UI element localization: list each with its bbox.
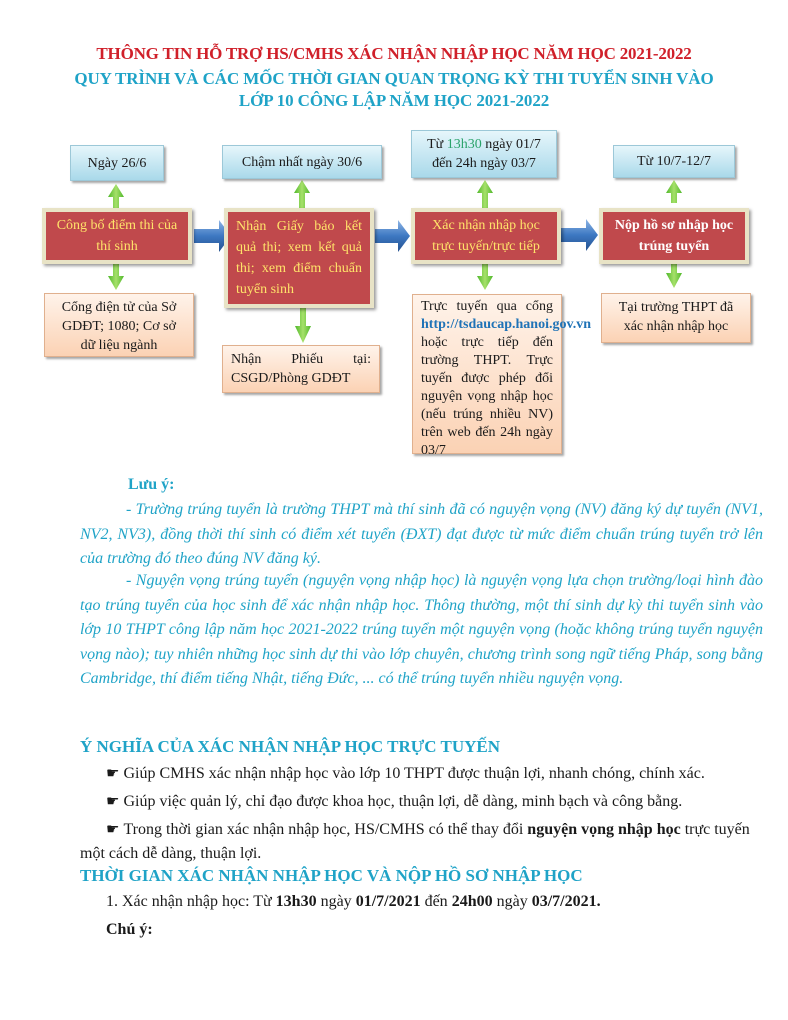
bullet-text-after: trực tuyến một cách dễ dàng, thuận lợi. [80, 821, 750, 862]
step-2-date-box [222, 145, 382, 179]
step-2-action: Nhận Giấy báo kết quả thi; xem kết quả thi; xem điểm chuẩn tuyển sinh [236, 219, 362, 297]
word-day: ngày [320, 893, 352, 910]
step-1-action: Công bố điểm thi của thí sinh [56, 218, 178, 254]
down-arrow-icon [666, 262, 682, 288]
step-1-detail-box [44, 293, 194, 357]
step-4-action-box [599, 208, 749, 264]
timing-item-1 [106, 893, 601, 911]
subtitle-line-2: LỚP 10 CÔNG LẬP NĂM HỌC 2021-2022 [238, 91, 550, 110]
step-3-action: Xác nhận nhập học trực tuyến/trực tiếp [432, 218, 540, 254]
step-3-date-line-2: đến 24h ngày 03/7 [432, 156, 536, 171]
right-arrow-icon [375, 220, 410, 252]
step-4-detail: Tại trường THPT đã xác nhận nhập học [618, 300, 734, 334]
bullet-text-before: Trong thời gian xác nhận nhập học, HS/CMHS có thể thay đổi [123, 821, 524, 838]
pointing-hand-icon: ☛ [106, 766, 120, 782]
step-3-date-box [411, 130, 557, 178]
step-3-date-line-1 [427, 135, 541, 154]
step-1-date-box [70, 145, 164, 181]
up-arrow-icon [477, 180, 493, 208]
step-4-action: Nộp hồ sơ nhập học trúng tuyển [614, 218, 734, 254]
step-4-date-box [613, 145, 735, 178]
step-3-date-highlight: 13h30 [446, 137, 482, 152]
pointing-hand-icon: ☛ [106, 822, 120, 838]
attention-label: Chú ý: [106, 921, 153, 938]
portal-link[interactable]: http://tsdaucap.hanoi.gov.vn [421, 317, 591, 332]
down-arrow-icon [295, 308, 311, 343]
date-end: 03/7/2021. [531, 893, 601, 910]
step-2-detail-box [222, 345, 380, 393]
word-to: đến [424, 893, 448, 910]
time-start: 13h30 [275, 893, 317, 910]
word-day: ngày [496, 893, 528, 910]
step-2-date: Chậm nhất ngày 30/6 [241, 154, 363, 170]
pointing-hand-icon: ☛ [106, 794, 120, 810]
step-1-action-box [42, 208, 192, 264]
note-paragraph-1: - Trường trúng tuyển là trường THPT mà thí sinh đã có nguyện vọng (NV) đăng ký dự tuyển (NV1, NV2, NV3), đồng thời thí sinh có điểm xét tuyển (ĐXT) đạt được từ mức điểm chuẩn trúng tuyển trở lên của trường đó theo đúng NV đăng ký. [80, 501, 763, 567]
bullet-text: Giúp việc quản lý, chỉ đạo được khoa học, thuận lợi, dễ dàng, minh bạch và công bằng. [123, 793, 683, 810]
right-arrow-icon [561, 219, 598, 251]
bullet-text: Giúp CMHS xác nhận nhập học vào lớp 10 THPT được thuận lợi, nhanh chóng, chính xác. [123, 765, 705, 782]
step-4-date: Từ 10/7-12/7 [636, 154, 712, 169]
up-arrow-icon [108, 184, 124, 208]
step-1-date: Ngày 26/6 [87, 155, 147, 171]
timing-heading: THỜI GIAN XÁC NHẬN NHẬP HỌC VÀ NỘP HỒ SƠ NHẬP HỌC [80, 866, 583, 885]
note-paragraph-2: - Nguyện vọng trúng tuyển (nguyện vọng nhập học) là nguyện vọng lựa chọn trường/loại hình đào tạo trúng tuyển của học sinh để xác nhận nhập học. Thông thường, một thí sinh dự kỳ thi tuyển sinh vào lớp 10 THPT công lập năm học 2021-2022 trúng tuyển một nguyện vọng (hoặc không trúng tuyển nguyện vọng nào); tuy nhiên những học sinh dự thi vào lớp chuyên, chương trình song ngữ tiếng Pháp, song bằng Cambridge, thí điểm tiếng Nhật, tiếng Đức, ... có thể trúng tuyển nhiều nguyện vọng. [80, 572, 763, 687]
down-arrow-icon [477, 264, 493, 290]
step-3-detail-box [412, 294, 591, 458]
step-3-detail-part-1: Trực tuyến qua cổng [421, 299, 553, 314]
meaning-bullet [80, 818, 770, 866]
time-end: 24h00 [451, 893, 493, 910]
meaning-bullet [80, 762, 770, 786]
step-3-date-prefix: Từ [427, 137, 444, 152]
meaning-bullet [80, 790, 770, 814]
down-arrow-icon [108, 264, 124, 290]
up-arrow-icon [666, 180, 682, 203]
notes-label: Lưu ý: [128, 476, 175, 493]
bullet-text-bold: nguyện vọng nhập học [527, 821, 681, 838]
meaning-heading: Ý NGHĨA CỦA XÁC NHẬN NHẬP HỌC TRỰC TUYẾN [80, 737, 500, 756]
step-3-date-suffix: ngày 01/7 [485, 137, 541, 152]
step-2-action-box [224, 208, 374, 308]
step-1-detail: Cổng điện tử của Sở GDĐT; 1080; Cơ sở dữ liệu ngành [61, 300, 177, 353]
step-4-detail-box [601, 293, 751, 343]
up-arrow-icon [294, 180, 310, 208]
step-3-detail-part-2: hoặc trực tiếp đến trường THPT. Trực tuyến được phép đổi nguyện vọng nhập học (nếu trúng nhiều NV) trên web đến 24h ngày 03/7 [421, 335, 553, 458]
document-title: THÔNG TIN HỖ TRỢ HS/CMHS XÁC NHẬN NHẬP HỌC NĂM HỌC 2021-2022 [96, 44, 692, 63]
date-start: 01/7/2021 [355, 893, 421, 910]
subtitle-line-1: QUY TRÌNH VÀ CÁC MỐC THỜI GIAN QUAN TRỌNG KỲ THI TUYỂN SINH VÀO [74, 69, 714, 88]
step-2-detail: Nhận Phiếu tại: CSGD/Phòng GDĐT [231, 352, 371, 386]
step-3-action-box [411, 208, 561, 264]
item-prefix: 1. Xác nhận nhập học: Từ [106, 893, 272, 910]
